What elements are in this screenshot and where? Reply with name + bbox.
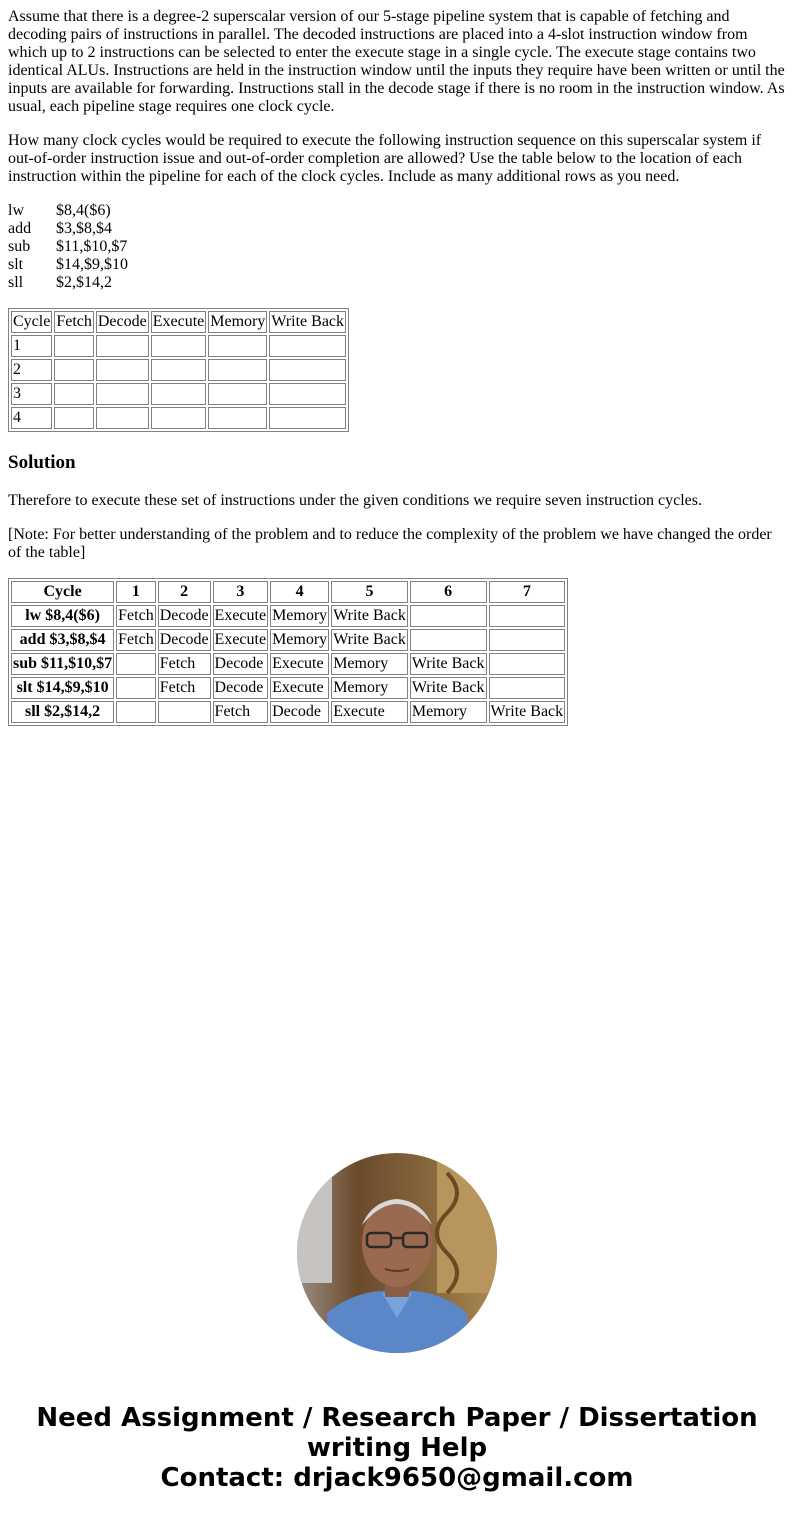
stage-cell	[158, 701, 211, 723]
instruction-cell: add $3,$8,$4	[11, 629, 114, 651]
table-header-cell: Decode	[96, 311, 149, 333]
table-cell: 4	[11, 407, 52, 429]
table-cell	[54, 383, 94, 405]
table-row	[11, 383, 346, 405]
table-cell	[96, 359, 149, 381]
solution-heading: Solution	[8, 452, 76, 473]
code-opcode: slt	[8, 256, 24, 273]
table-row	[11, 605, 565, 627]
table-header-cell: 6	[410, 581, 487, 603]
table-header-cell: 3	[213, 581, 269, 603]
solution-answer: Therefore to execute these set of instructions under the given conditions we require seven instruction cycles.	[8, 492, 702, 509]
table-cell	[96, 383, 149, 405]
table-cell	[96, 335, 149, 357]
table-cell	[208, 335, 267, 357]
code-args: $14,$9,$10	[56, 256, 128, 273]
table-row	[11, 359, 346, 381]
table-cell	[208, 383, 267, 405]
code-line	[8, 202, 786, 220]
table-header-cell: Cycle	[11, 581, 114, 603]
table-header-cell: Write Back	[269, 311, 346, 333]
table-header-cell: 5	[331, 581, 408, 603]
stage-cell: Write Back	[331, 629, 408, 651]
stage-cell: Fetch	[116, 629, 156, 651]
stage-cell: Write Back	[410, 653, 487, 675]
code-args: $8,4($6)	[56, 202, 111, 219]
table-cell: 3	[11, 383, 52, 405]
stage-cell	[116, 653, 156, 675]
table-header-cell: 1	[116, 581, 156, 603]
stage-cell: Execute	[213, 605, 269, 627]
code-args: $3,$8,$4	[56, 220, 112, 237]
code-line	[8, 238, 786, 256]
stage-cell: Memory	[270, 629, 329, 651]
stage-cell: Execute	[270, 677, 329, 699]
avatar-portrait	[297, 1153, 497, 1353]
promo-line-2: writing Help	[306, 1433, 488, 1463]
stage-cell	[116, 701, 156, 723]
stage-cell: Memory	[331, 677, 408, 699]
promo-banner	[0, 1403, 794, 1493]
table-cell	[54, 359, 94, 381]
stage-cell: Execute	[331, 701, 408, 723]
code-args: $2,$14,2	[56, 274, 112, 291]
table-cell	[269, 407, 346, 429]
table-cell	[54, 335, 94, 357]
stage-cell: Decode	[158, 605, 211, 627]
instruction-cell: lw $8,4($6)	[11, 605, 114, 627]
table-cell	[151, 383, 207, 405]
table-header-cell: 4	[270, 581, 329, 603]
stage-cell	[116, 677, 156, 699]
stage-cell: Fetch	[116, 605, 156, 627]
table-row	[11, 335, 346, 357]
table-row	[11, 677, 565, 699]
table-row	[11, 407, 346, 429]
question-paragraph-2: How many clock cycles would be required to execute the following instruction sequence on this superscalar system if out-of-order instruction issue and out-of-order completion are allowed? Use the table below to the location of each instruction within the pipeline for each of the clock cycles. Include as many additional rows as you need.	[8, 132, 762, 185]
code-line	[8, 256, 786, 274]
table-cell	[96, 407, 149, 429]
table-row	[11, 629, 565, 651]
stage-cell: Memory	[331, 653, 408, 675]
table-cell	[269, 359, 346, 381]
code-args: $11,$10,$7	[56, 238, 128, 255]
stage-cell: Fetch	[158, 677, 211, 699]
table-cell	[269, 335, 346, 357]
stage-cell: Decode	[270, 701, 329, 723]
stage-cell: Write Back	[489, 701, 566, 723]
stage-cell: Execute	[213, 629, 269, 651]
table-cell	[151, 359, 207, 381]
table-cell: 1	[11, 335, 52, 357]
stage-cell: Memory	[270, 605, 329, 627]
pipeline-solution-table	[8, 578, 568, 726]
table-row	[11, 653, 565, 675]
instruction-cell: slt $14,$9,$10	[11, 677, 114, 699]
stage-cell	[489, 677, 566, 699]
tutor-avatar	[297, 1153, 497, 1353]
code-opcode: sll	[8, 274, 24, 291]
table-cell	[269, 383, 346, 405]
stage-cell: Execute	[270, 653, 329, 675]
solution-note: [Note: For better understanding of the problem and to reduce the complexity of the problem we have changed the order of the table]	[8, 526, 772, 561]
instruction-sequence	[8, 202, 786, 292]
stage-cell: Fetch	[158, 653, 211, 675]
table-header-cell: Fetch	[54, 311, 94, 333]
stage-cell	[489, 605, 566, 627]
stage-cell: Write Back	[410, 677, 487, 699]
code-line	[8, 220, 786, 238]
instruction-cell: sub $11,$10,$7	[11, 653, 114, 675]
stage-cell	[410, 605, 487, 627]
stage-cell	[410, 629, 487, 651]
code-opcode: lw	[8, 202, 24, 219]
table-header-cell: 7	[489, 581, 566, 603]
stage-cell	[489, 653, 566, 675]
document-body	[0, 0, 794, 726]
instruction-cell: sll $2,$14,2	[11, 701, 114, 723]
stage-cell: Fetch	[213, 701, 269, 723]
pipeline-blank-table	[8, 308, 349, 432]
table-header-cell: Execute	[151, 311, 207, 333]
code-opcode: sub	[8, 238, 31, 255]
question-paragraph-1: Assume that there is a degree-2 superscalar version of our 5-stage pipeline system that is capable of fetching and decoding pairs of instructions in parallel. The decoded instructions are placed into a 4-slot instruction window from which up to 2 instructions can be selected to enter the execute stage in a single cycle. The execute stage contains two identical ALUs. Instructions are held in the instruction window until the inputs they require have been written or until the inputs are available for forwarding. Instructions stall in the decode stage if there is no room in the instruction window. As usual, each pipeline stage requires one clock cycle.	[8, 8, 785, 115]
table-cell: 2	[11, 359, 52, 381]
stage-cell: Decode	[213, 677, 269, 699]
stage-cell: Decode	[213, 653, 269, 675]
table-row	[11, 701, 565, 723]
promo-line-1: Need Assignment / Research Paper / Dissertation	[36, 1403, 758, 1433]
table-header-cell: Memory	[208, 311, 267, 333]
table-cell	[208, 407, 267, 429]
table-cell	[54, 407, 94, 429]
table-cell	[208, 359, 267, 381]
promo-contact: Contact: drjack9650@gmail.com	[160, 1463, 634, 1493]
stage-cell	[489, 629, 566, 651]
table-cell	[151, 407, 207, 429]
table-header-row	[11, 311, 346, 333]
stage-cell: Memory	[410, 701, 487, 723]
table-header-row	[11, 581, 565, 603]
stage-cell: Decode	[158, 629, 211, 651]
code-line	[8, 274, 786, 292]
table-cell	[151, 335, 207, 357]
stage-cell: Write Back	[331, 605, 408, 627]
code-opcode: add	[8, 220, 32, 237]
table-header-cell: Cycle	[11, 311, 52, 333]
table-header-cell: 2	[158, 581, 211, 603]
